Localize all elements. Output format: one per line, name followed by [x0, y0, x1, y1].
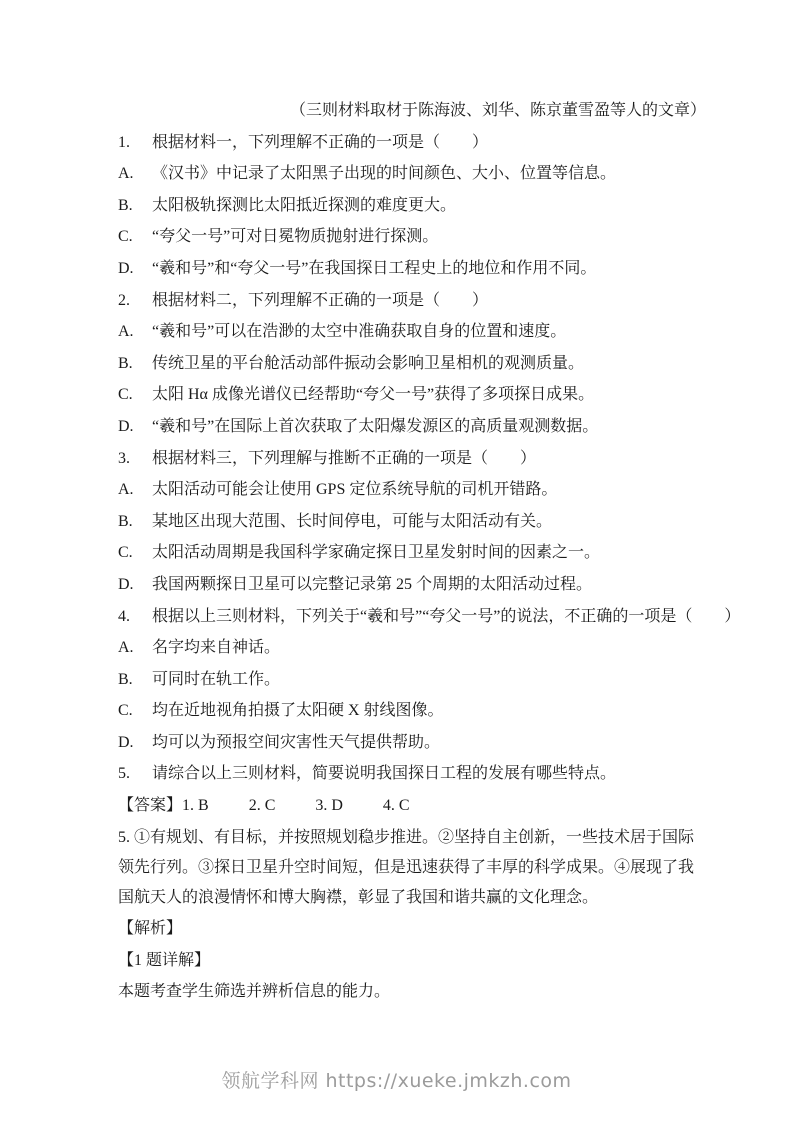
option-label: C.	[118, 386, 133, 404]
question-2-number: 2.	[118, 291, 130, 309]
question-1-detail-text: 本题考查学生筛选并辨析信息的能力。	[118, 983, 391, 1001]
option-text: 太阳活动可能会让使用 GPS 定位系统导航的司机开错路。	[152, 481, 558, 499]
question-3-stem	[118, 444, 706, 474]
question-4-option-d	[118, 728, 706, 758]
question-3-option-c	[118, 538, 706, 568]
question-1-option-d	[118, 254, 706, 284]
option-label: B.	[118, 354, 133, 372]
question-4-option-a	[118, 633, 706, 663]
question-2-option-a	[118, 317, 706, 347]
option-text: “夸父一号”可对日冕物质抛射进行探测。	[152, 228, 439, 246]
option-text: “羲和号”在国际上首次获取了太阳爆发源区的高质量观测数据。	[152, 417, 599, 435]
option-text: 太阳 Hα 成像光谱仪已经帮助“夸父一号”获得了多项探日成果。	[152, 386, 595, 404]
option-text: 均可以为预报空间灾害性天气提供帮助。	[152, 733, 441, 751]
question-4-number: 4.	[118, 607, 130, 625]
question-1-option-b	[118, 191, 706, 221]
option-label: B.	[118, 512, 133, 530]
question-3-number: 3.	[118, 449, 130, 467]
question-3-option-a	[118, 475, 706, 505]
option-text: 均在近地视角拍摄了太阳硬 X 射线图像。	[152, 702, 444, 720]
answer-item-2: 2. C	[248, 797, 276, 815]
question-1-number: 1.	[118, 133, 130, 151]
question-2-option-d	[118, 412, 706, 442]
option-text: 《汉书》中记录了太阳黑子出现的时间颜色、大小、位置等信息。	[152, 165, 617, 183]
answer-item-1: 1. B	[182, 797, 209, 815]
option-text: 传统卫星的平台舱活动部件振动会影响卫星相机的观测质量。	[152, 354, 585, 372]
question-1-option-a	[118, 159, 706, 189]
attribution-line: （三则材料取材于陈海波、刘华、陈京董雪盈等人的文章）	[289, 102, 706, 119]
option-text: 太阳活动周期是我国科学家确定探日卫星发射时间的因素之一。	[152, 544, 601, 562]
question-1-option-c	[118, 222, 706, 252]
option-label: A.	[118, 481, 134, 499]
option-label: D.	[118, 259, 134, 277]
option-label: A.	[118, 323, 134, 341]
question-2-option-c	[118, 380, 706, 410]
option-label: B.	[118, 196, 133, 214]
option-label: C.	[118, 702, 133, 720]
option-text: “羲和号”可以在浩渺的太空中准确获取自身的位置和速度。	[152, 323, 567, 341]
analysis-label: 【解析】	[118, 920, 183, 938]
option-text: “羲和号”和“夸父一号”在我国探日工程史上的地位和作用不同。	[152, 259, 597, 277]
option-label: A.	[118, 165, 134, 183]
option-text: 太阳极轨探测比太阳抵近探测的难度更大。	[152, 196, 457, 214]
question-4-text: 根据以上三则材料，下列关于“羲和号”“夸父一号”的说法，不正确的一项是（ ）	[152, 607, 741, 625]
option-label: A.	[118, 639, 134, 657]
question-3-option-b	[118, 507, 706, 537]
answer-key-line	[118, 791, 706, 821]
option-label: B.	[118, 670, 133, 688]
question-5-text: 请综合以上三则材料，简要说明我国探日工程的发展有哪些特点。	[152, 765, 617, 783]
option-text: 名字均来自神话。	[152, 639, 281, 657]
question-1-text: 根据材料一，下列理解不正确的一项是（ ）	[152, 133, 489, 151]
option-text: 某地区出现大范围、长时间停电，可能与太阳活动有关。	[152, 512, 553, 530]
option-label: C.	[118, 544, 133, 562]
question-5-number: 5.	[118, 765, 130, 783]
question-2-stem	[118, 286, 706, 316]
answer-item-4: 4. C	[382, 797, 410, 815]
answer-item-3: 3. D	[315, 797, 343, 815]
question-4-option-b	[118, 665, 706, 695]
option-label: D.	[118, 733, 134, 751]
watermark-footer: 领航学科网 https://xueke.jmkzh.com	[221, 1070, 572, 1092]
question-3-text: 根据材料三，下列理解与推断不正确的一项是（ ）	[152, 449, 537, 467]
question-2-option-b	[118, 349, 706, 379]
answer-5-paragraph: 5. ①有规划、有目标，并按照规划稳步推进。②坚持自主创新，一些技术居于国际领先行列。③探日卫星升空时间短，但是迅速获得了丰厚的科学成果。④展现了我国航天人的浪漫情怀和博大胸襟，彰显了我国和谐共赢的文化理念。	[118, 828, 695, 906]
question-3-option-d	[118, 570, 706, 600]
option-label: D.	[118, 417, 134, 435]
answer-key-label: 【答案】	[118, 797, 183, 815]
question-5-stem	[118, 759, 706, 789]
question-4-stem	[118, 602, 741, 632]
question-2-text: 根据材料二，下列理解不正确的一项是（ ）	[152, 291, 489, 309]
option-label: C.	[118, 228, 133, 246]
question-1-stem	[118, 128, 706, 158]
option-text: 我国两颗探日卫星可以完整记录第 25 个周期的太阳活动过程。	[152, 575, 593, 593]
option-text: 可同时在轨工作。	[152, 670, 281, 688]
question-1-detail-label: 【1 题详解】	[118, 951, 211, 969]
document-content	[118, 96, 741, 1009]
option-label: D.	[118, 575, 134, 593]
question-4-option-c	[118, 696, 706, 726]
